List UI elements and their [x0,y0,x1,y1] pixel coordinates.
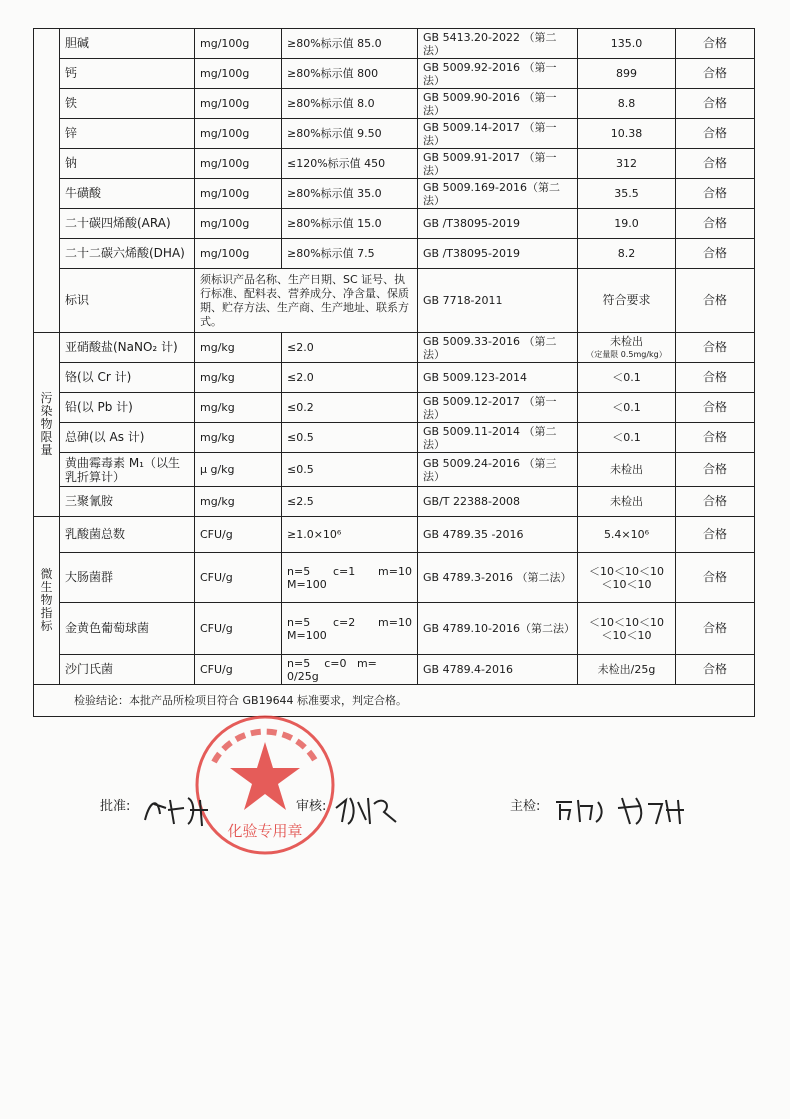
test-method: GB 5009.14-2017 （第一法） [418,119,578,149]
requirement [282,553,418,603]
sampling-c: c=0 [324,656,347,670]
requirement: ≥80%标示值 8.0 [282,89,418,119]
category-char: 物 [40,593,53,607]
item-name: 锌 [60,119,195,149]
category-char: 限 [40,430,53,444]
result: 5.4×10⁶ [578,517,676,553]
item-name: 二十碳四烯酸(ARA) [60,209,195,239]
table-row [34,179,755,209]
verdict: 合格 [676,239,755,269]
test-method: GB 5009.33-2016 （第二法） [418,333,578,363]
item-name: 三聚氰胺 [60,487,195,517]
table-row [34,149,755,179]
test-method: GB /T38095-2019 [418,209,578,239]
signature-graphic [552,790,692,830]
result: 135.0 [578,29,676,59]
sampling-plan [287,616,412,629]
verdict: 合格 [676,453,755,487]
item-name: 黄曲霉毒素 M₁（以生乳折算计） [60,453,195,487]
result: 35.5 [578,179,676,209]
table-row [34,333,755,363]
unit: mg/100g [195,239,282,269]
unit: mg/kg [195,333,282,363]
result: 8.2 [578,239,676,269]
conclusion: 检验结论：本批产品所检项目符合 GB19644 标准要求，判定合格。 [34,685,755,717]
result: 899 [578,59,676,89]
category-char: 物 [40,417,53,431]
unit: mg/100g [195,89,282,119]
item-name: 乳酸菌总数 [60,517,195,553]
result: 8.8 [578,89,676,119]
item-name: 沙门氏菌 [60,655,195,685]
inspector-signature [552,790,692,835]
test-method: GB 5009.92-2016 （第一法） [418,59,578,89]
verdict: 合格 [676,149,755,179]
category-cell-microbial [34,517,60,685]
result [578,333,676,363]
inspection-table [33,28,755,717]
unit: mg/100g [195,209,282,239]
conclusion-row [34,685,755,717]
category-cell-contaminants [34,333,60,517]
category-char: 微 [40,567,53,581]
verdict: 合格 [676,603,755,655]
verdict: 合格 [676,393,755,423]
test-method: GB/T 22388-2008 [418,487,578,517]
sampling-M: M=100 [287,577,327,591]
unit: mg/100g [195,149,282,179]
item-name: 钙 [60,59,195,89]
item-name: 牛磺酸 [60,179,195,209]
table-body [34,29,755,717]
unit: μ g/kg [195,453,282,487]
unit: mg/100g [195,179,282,209]
signature-row [0,790,790,850]
unit: CFU/g [195,553,282,603]
verdict: 合格 [676,423,755,453]
test-method: GB 5009.12-2017 （第一法） [418,393,578,423]
verdict: 合格 [676,553,755,603]
requirement: ≤2.0 [282,363,418,393]
requirement: ≥80%标示值 800 [282,59,418,89]
requirement [282,655,418,685]
requirement: ≤120%标示值 450 [282,149,418,179]
table-row [34,603,755,655]
item-name: 钠 [60,149,195,179]
item-name: 金黄色葡萄球菌 [60,603,195,655]
test-method: GB 4789.4-2016 [418,655,578,685]
verdict: 合格 [676,59,755,89]
result: ＜0.1 [578,393,676,423]
item-name: 胆碱 [60,29,195,59]
sampling-c: c=1 [332,564,356,578]
unit: mg/100g [195,29,282,59]
table-row [34,423,755,453]
table-row [34,363,755,393]
sampling-M: M=100 [287,628,327,642]
item-name: 大肠菌群 [60,553,195,603]
category-char: 染 [40,404,53,418]
item-name: 铬(以 Cr 计) [60,363,195,393]
result-line: ＜10＜10＜10 [589,615,664,629]
unit: mg/100g [195,119,282,149]
test-method: GB 5009.24-2016 （第三法） [418,453,578,487]
unit: mg/kg [195,363,282,393]
inspector-label: 主检: [510,799,541,814]
requirement: ≥80%标示值 35.0 [282,179,418,209]
verdict: 合格 [676,269,755,333]
sampling-n: n=5 [287,564,311,578]
result: 未检出 [578,453,676,487]
category-cell-nutrients [34,29,60,333]
sampling-m: m=10 [378,615,412,629]
result: 未检出 [578,487,676,517]
table-row [34,29,755,59]
review-label: 审核: [296,799,327,814]
item-name: 二十二碳六烯酸(DHA) [60,239,195,269]
table-row [34,209,755,239]
test-method: GB 5009.169-2016（第二法） [418,179,578,209]
requirement: ≥80%标示值 9.50 [282,119,418,149]
test-method: GB 7718-2011 [418,269,578,333]
result: 10.38 [578,119,676,149]
unit: mg/kg [195,393,282,423]
result: 19.0 [578,209,676,239]
unit: CFU/g [195,655,282,685]
label-requirement: 须标识产品名称、生产日期、SC 证号、执行标准、配料表、营养成分、净含量、保质期、贮存方法、生产商、生产地址、联系方式。 [195,269,418,333]
requirement: ≥1.0×10⁶ [282,517,418,553]
unit: mg/kg [195,423,282,453]
sampling-n: n=5 [287,615,311,629]
item-name: 铁 [60,89,195,119]
table-row [34,517,755,553]
verdict: 合格 [676,29,755,59]
table-row [34,553,755,603]
test-method: GB /T38095-2019 [418,239,578,269]
unit: CFU/g [195,603,282,655]
verdict: 合格 [676,119,755,149]
reviewer-signature [332,790,402,835]
unit: CFU/g [195,517,282,553]
test-method: GB 5413.20-2022 （第二法） [418,29,578,59]
requirement: ≤0.5 [282,423,418,453]
test-method: GB 5009.11-2014 （第二法） [418,423,578,453]
result [578,603,676,655]
result-value: 未检出 [610,334,643,348]
unit: mg/kg [195,487,282,517]
item-name: 亚硝酸盐(NaNO₂ 计) [60,333,195,363]
test-method: GB 4789.10-2016（第二法） [418,603,578,655]
table-row [34,655,755,685]
table-row [34,393,755,423]
requirement [282,603,418,655]
table-row [34,453,755,487]
test-method: GB 5009.91-2017 （第一法） [418,149,578,179]
requirement: ≥80%标示值 15.0 [282,209,418,239]
verdict: 合格 [676,517,755,553]
verdict: 合格 [676,179,755,209]
result: 未检出/25g [578,655,676,685]
category-char: 指 [40,606,53,620]
category-char: 量 [40,443,53,457]
requirement: ≤0.2 [282,393,418,423]
item-name: 总砷(以 As 计) [60,423,195,453]
table-row [34,487,755,517]
result-note: （定量限 0.5mg/kg） [586,349,667,359]
test-method: GB 4789.3-2016 （第二法） [418,553,578,603]
result: ＜0.1 [578,423,676,453]
signature-graphic [140,790,220,830]
result-line: ＜10＜10 [601,628,652,642]
verdict: 合格 [676,333,755,363]
sampling-m: m= 0/25g [287,656,377,683]
requirement: ≤2.0 [282,333,418,363]
result: 312 [578,149,676,179]
result-line: ＜10＜10 [601,577,652,591]
table-row [34,119,755,149]
sampling-plan [287,565,412,578]
table-row [34,89,755,119]
requirement: ≥80%标示值 7.5 [282,239,418,269]
requirement: ≤2.5 [282,487,418,517]
test-method: GB 5009.90-2016 （第一法） [418,89,578,119]
table-row [34,59,755,89]
table-row [34,239,755,269]
category-char: 污 [40,391,53,405]
seal-text: 化验专用章 [227,822,303,840]
approver-signature [140,790,220,835]
sampling-m: m=10 [378,564,412,578]
item-name: 铅(以 Pb 计) [60,393,195,423]
category-char: 生 [40,580,53,594]
test-method: GB 4789.35 -2016 [418,517,578,553]
result-line: ＜10＜10＜10 [589,564,664,578]
verdict: 合格 [676,209,755,239]
sampling-n: n=5 [287,656,311,670]
result: ＜0.1 [578,363,676,393]
sampling-c: c=2 [332,615,356,629]
approve-label: 批准: [100,799,131,814]
item-name: 标识 [60,269,195,333]
verdict: 合格 [676,655,755,685]
verdict: 合格 [676,487,755,517]
verdict: 合格 [676,89,755,119]
test-method: GB 5009.123-2014 [418,363,578,393]
table-row [34,269,755,333]
category-char: 标 [40,619,53,633]
signature-graphic [332,790,402,830]
result: 符合要求 [578,269,676,333]
verdict: 合格 [676,363,755,393]
requirement: ≥80%标示值 85.0 [282,29,418,59]
unit: mg/100g [195,59,282,89]
result [578,553,676,603]
requirement: ≤0.5 [282,453,418,487]
